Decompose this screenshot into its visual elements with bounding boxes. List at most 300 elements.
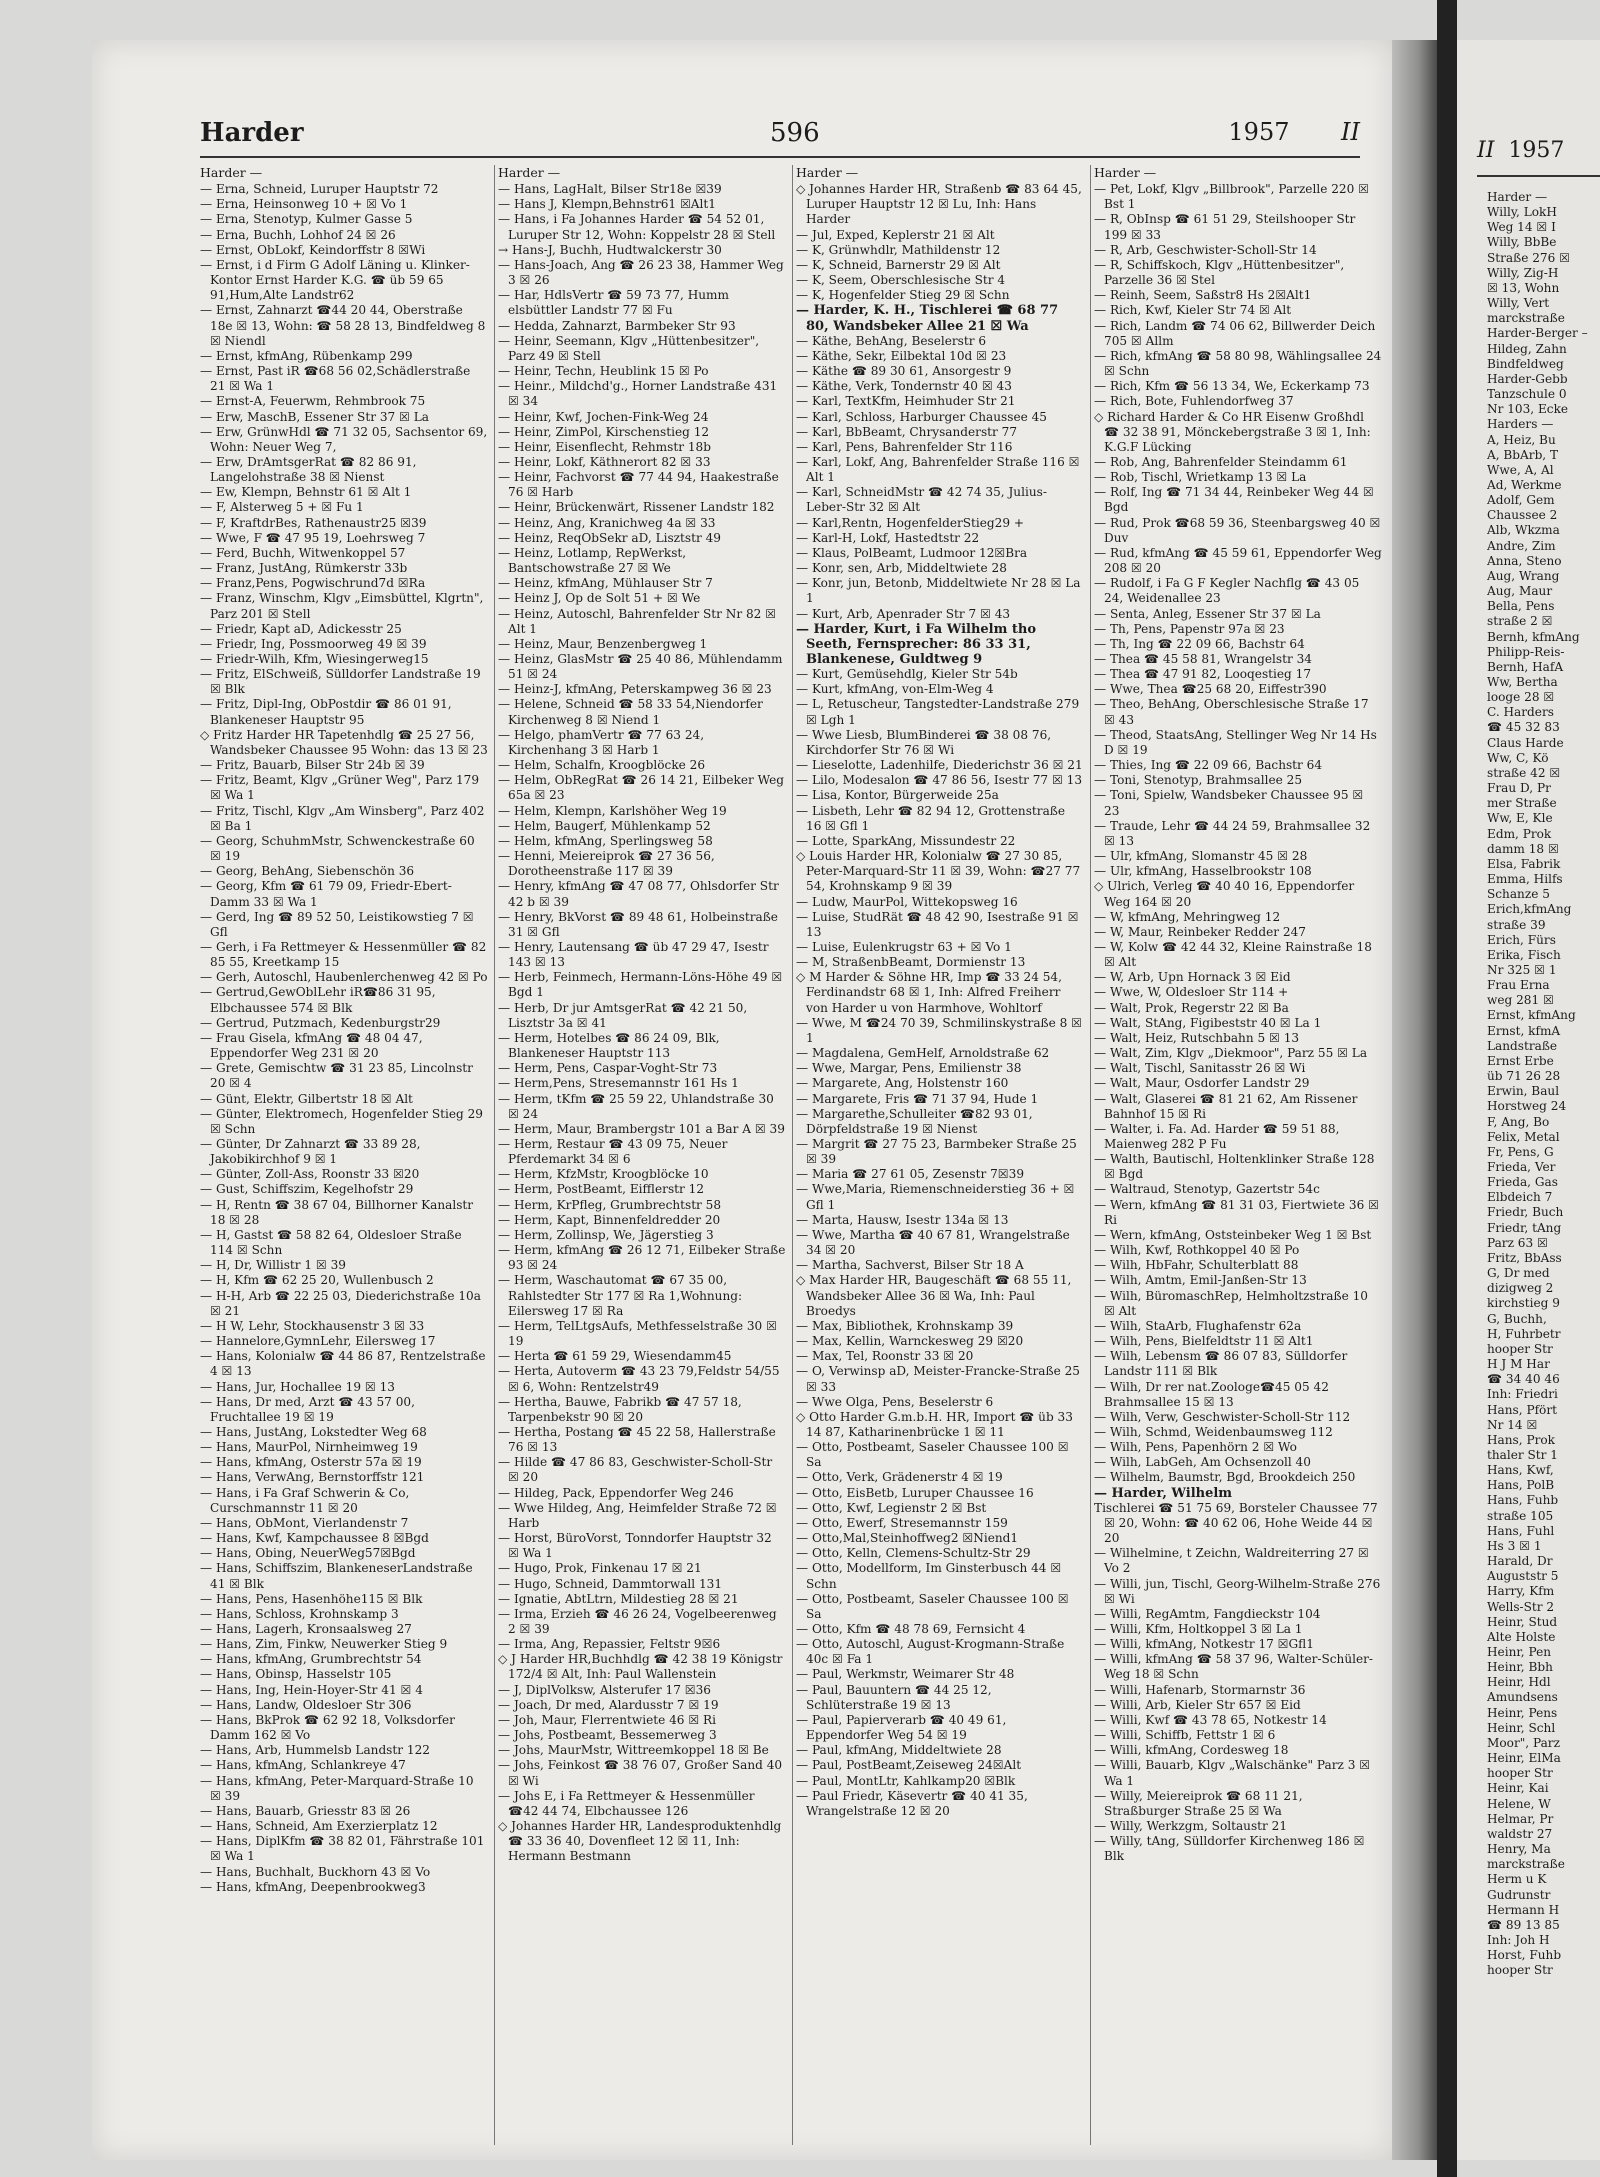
adjacent-page-line: Herm u K [1487, 1872, 1547, 1887]
adjacent-page-line: Gudrunstr [1487, 1887, 1551, 1902]
adjacent-page-line: Frieda, Ver [1487, 1160, 1556, 1174]
directory-entry: — Harder, K. H., Tischlerei ☎ 68 77 80, Wandsbeker Allee 21 ☒ Wa [796, 303, 1059, 334]
directory-entry: — Karl, Pens, Bahrenfelder Str 116 [796, 439, 1013, 454]
directory-entry: — Otto, Kfm ☎ 48 78 69, Fernsicht 4 [796, 1622, 1026, 1636]
adjacent-page [1457, 40, 1600, 2160]
adjacent-page-line: Heinr, ElMa [1487, 1751, 1561, 1766]
directory-entry: — Herm, kfmAng ☎ 26 12 71, Eilbeker Straße 93 ☒ 24 [498, 1243, 786, 1273]
directory-entry: — Willy, Meiereiprok ☎ 68 11 21, Straßburger Straße 25 ☒ Wa [1094, 1788, 1303, 1818]
adjacent-page-line: Harder-Berger – [1487, 326, 1588, 341]
directory-entry: — Heinr., Mildchd'g., Horner Landstraße 431 ☒ 34 [498, 379, 778, 409]
adjacent-page-line: Hans, Kwf, [1487, 1463, 1554, 1478]
adjacent-page-line: waldstr 27 [1487, 1826, 1553, 1841]
adjacent-page-line: hooper Str [1487, 1963, 1553, 1978]
directory-entry: — Walt, Heiz, Rutschbahn 5 ☒ 13 [1094, 1030, 1300, 1045]
directory-entry: — Georg, Kfm ☎ 61 79 09, Friedr-Ebert-Damm 33 ☒ Wa 1 [200, 879, 452, 909]
directory-entry: — Hans, LagHalt, Bilser Str18e ☒39 [498, 182, 722, 197]
directory-entry: — Wilh, Dr rer nat.Zoologe☎45 05 42 Brahmsallee 15 ☒ 13 [1094, 1379, 1329, 1409]
directory-entry: — Rud, Prok ☎68 59 36, Steenbargsweg 40 ☒ Duv [1094, 515, 1381, 545]
adjacent-page-line: Harders — [1487, 417, 1554, 432]
directory-entry: — Rudolf, i Fa G F Kegler Nachflg ☎ 43 05 24, Weidenallee 23 [1094, 576, 1360, 606]
directory-entry: — Thies, Ing ☎ 22 09 66, Bachstr 64 [1094, 758, 1323, 773]
adjacent-page-line: Frau Erna [1487, 978, 1550, 993]
adjacent-page-line: Philipp-Reis- [1487, 644, 1565, 659]
directory-entry: — Walt, Prok, Regerstr 22 ☒ Ba [1094, 1000, 1289, 1015]
directory-entry: — Paul, Papierverarb ☎ 40 49 61, Eppendorfer Weg 54 ☒ 19 [796, 1712, 1007, 1743]
directory-entry: — Herm, Maur, Brambergstr 101 a Bar A ☒ 39 [498, 1121, 785, 1136]
directory-entry: — Herta ☎ 61 59 29, Wiesendamm45 [498, 1349, 732, 1364]
directory-entry: — Hilde ☎ 47 86 83, Geschwister-Scholl-Str ☒ 20 [498, 1455, 773, 1485]
directory-entry: — Johs, Feinkost ☎ 38 76 07, Großer Sand 40 ☒ Wi [498, 1758, 783, 1788]
directory-entry: — Heinr, ZimPol, Kirschenstieg 12 [498, 424, 710, 439]
adjacent-page-line: Hermann H [1487, 1902, 1560, 1917]
directory-entry: — Herb, Dr jur AmtsgerRat ☎ 42 21 50, Lisztstr 3a ☒ 41 [498, 1000, 748, 1030]
directory-entry: — Herm, PostBeamt, Eifflerstr 12 [498, 1182, 705, 1197]
directory-entry: — Paul, Bauuntern ☎ 44 25 12, Schlüterstraße 19 ☒ 13 [796, 1682, 992, 1712]
directory-entry: — Johs E, i Fa Rettmeyer & Hessenmüller ☎42 44 74, Elbchaussee 126 [498, 1788, 755, 1818]
directory-entry: — Rob, Ang, Bahrenfelder Steindamm 61 [1094, 454, 1348, 469]
directory-entry: — H, Rentn ☎ 38 67 04, Billhorner Kanalstr 18 ☒ 28 [200, 1197, 474, 1227]
directory-entry: — Rich, Landm ☎ 74 06 62, Billwerder Deich 705 ☒ Allm [1094, 318, 1376, 348]
directory-entry: — Hans, kfmAng, Peter-Marquard-Straße 10 ☒ 39 [200, 1773, 474, 1803]
column-head: Harder — [498, 165, 561, 180]
adjacent-page-line: ☎ 34 40 46 [1487, 1372, 1560, 1387]
directory-entry: — Rich, Kwf, Kieler Str 74 ☒ Alt [1094, 303, 1292, 318]
directory-entry: — R, ObInsp ☎ 61 51 29, Steilshooper Str 199 ☒ 33 [1094, 212, 1356, 242]
adjacent-page-line: Weg 14 ☒ I [1487, 220, 1556, 235]
directory-entry: — Herm, Restaur ☎ 43 09 75, Neuer Pferdemarkt 34 ☒ 6 [498, 1137, 728, 1167]
directory-entry: — Hans, Dr med, Arzt ☎ 43 57 00, Fruchtallee 19 ☒ 19 [200, 1394, 415, 1424]
directory-entry: — Fritz, Tischl, Klgv „Am Winsberg", Parz 402 ☒ Ba 1 [200, 803, 485, 833]
adjacent-page-line: Horst, Fuhb [1487, 1948, 1562, 1963]
directory-entry: — Karl, TextKfm, Heimhuder Str 21 [796, 394, 1016, 409]
directory-entry: — Hans, i Fa Graf Schwerin & Co, Curschmannstr 11 ☒ 20 [200, 1485, 410, 1515]
adjacent-page-line: Amundsens [1487, 1690, 1558, 1705]
directory-entry: — Käthe, Sekr, Eilbektal 10d ☒ 23 [796, 348, 1007, 363]
adjacent-page-line: Willy, BbBe [1487, 235, 1557, 250]
directory-entry: — Hans, kfmAng, Grumbrechtstr 54 [200, 1652, 422, 1667]
adjacent-page-line: Friedr, tAng [1487, 1220, 1562, 1235]
adjacent-page-line: Harald, Dr [1487, 1554, 1553, 1569]
directory-entry: — Günter, Zoll-Ass, Roonstr 33 ☒20 [200, 1167, 420, 1182]
directory-entry: — Heinr, Kwf, Jochen-Fink-Weg 24 [498, 409, 709, 424]
adjacent-page-line: Edm, Prok [1487, 826, 1552, 841]
adjacent-page-line: Nr 103, Ecke [1487, 402, 1569, 417]
directory-entry: — Willi, Schiffb, Fettstr 1 ☒ 6 [1094, 1728, 1276, 1743]
directory-entry: — Ernst, Zahnarzt ☎44 20 44, Oberstraße 18e ☒ 13, Wohn: ☎ 58 28 13, Bindfeldweg 8 ☒ Niendl [200, 303, 486, 348]
directory-entry: — Erna, Heinsonweg 10 + ☒ Vo 1 [200, 197, 408, 212]
adjacent-page-line: Ww, C, Kö [1487, 750, 1549, 765]
directory-entry: — Hertha, Postang ☎ 45 22 58, Hallerstraße 76 ☒ 13 [498, 1424, 776, 1455]
adjacent-page-line: Hildeg, Zahn [1487, 341, 1567, 356]
adjacent-page-line: Bernh, kfmAng [1487, 629, 1580, 644]
directory-entry: — Hans, BkProk ☎ 62 92 18, Volksdorfer Damm 162 ☒ Vo [200, 1712, 455, 1743]
adjacent-page-line: Moor", Parz [1487, 1735, 1560, 1750]
directory-entry: — Lilo, Modesalon ☎ 47 86 56, Isestr 77 ☒ 13 [796, 773, 1083, 788]
directory-entry: — Käthe ☎ 89 30 61, Ansorgestr 9 [796, 364, 1012, 379]
adjacent-page-line: Heinr, Pens [1487, 1705, 1558, 1720]
directory-entry: — Wern, kfmAng, Oststeinbeker Weg 1 ☒ Bst [1094, 1227, 1372, 1242]
directory-entry: — W, kfmAng, Mehringweg 12 [1094, 909, 1281, 924]
adjacent-page-line: marckstraße [1487, 311, 1565, 326]
adjacent-page-line: Heinr, Kai [1487, 1781, 1549, 1796]
adjacent-page-line: Auguststr 5 [1487, 1569, 1559, 1584]
directory-entry: — Harder, Kurt, i Fa Wilhelm tho Seeth, Fernsprecher: 86 33 31, Blankenese, Guldtweg 9 [796, 621, 1037, 667]
column-head: Harder — [200, 165, 263, 180]
adjacent-page-line: ☎ 89 13 85 [1487, 1917, 1560, 1932]
adjacent-page-line: Harder-Gebb [1487, 371, 1568, 386]
directory-entry: — Wwe Liesb, BlumBinderei ☎ 38 08 76, Kirchdorfer Str 76 ☒ Wi [796, 727, 1052, 757]
adjacent-page-line: Heinr, Stud [1487, 1614, 1558, 1629]
adjacent-page-line: Friedr, Buch [1487, 1205, 1564, 1220]
directory-entry: — Hans, Obing, NeuerWeg57☒Bgd [200, 1546, 416, 1561]
directory-entry: ◇ Johannes Harder HR, Landesproduktenhdlg ☎ 33 36 40, Dovenfleet 12 ☒ 11, Inh: Hermann Bestmann [498, 1819, 782, 1864]
directory-entry: — Wern, kfmAng ☎ 81 31 03, Fiertwiete 36 ☒ Ri [1094, 1197, 1379, 1227]
directory-entry: — Karl, Schloss, Harburger Chaussee 45 [796, 409, 1047, 424]
directory-entry: — Wwe, F ☎ 47 95 19, Loehrsweg 7 [200, 530, 426, 545]
adjacent-page-line: Erich,kfmAng [1487, 902, 1572, 917]
directory-entry: — Willi, kfmAng, Notkestr 17 ☒Gfl1 [1094, 1637, 1314, 1652]
directory-entry: — Willi, Kfm, Holtkoppel 3 ☒ La 1 [1094, 1622, 1303, 1636]
directory-entry: — Franz,Pens, Pogwischrund7d ☒Ra [200, 576, 426, 591]
directory-entry: — Walt, Maur, Osdorfer Landstr 29 [1094, 1076, 1310, 1091]
adjacent-page-line: Heinr, Hdl [1487, 1675, 1551, 1690]
directory-column-1 [200, 165, 488, 2155]
directory-entry: — Harder, Wilhelm [1094, 1485, 1233, 1501]
adjacent-page-line: Aug, Maur [1487, 584, 1553, 599]
adjacent-page-line: Tanzschule 0 [1487, 387, 1567, 402]
directory-entry: — Otto, EisBetb, Luruper Chaussee 16 [796, 1485, 1034, 1500]
directory-entry: — Rob, Tischl, Wrietkamp 13 ☒ La [1094, 470, 1307, 485]
adjacent-page-line: Willy, Vert [1487, 296, 1550, 311]
adjacent-page-line: Parz 63 ☒ [1487, 1235, 1548, 1250]
directory-entry: — Paul Friedr, Käsevertr ☎ 40 41 35, Wrangelstraße 12 ☒ 20 [796, 1788, 1028, 1818]
directory-entry: — Henry, BkVorst ☎ 89 48 61, Holbeinstraße 31 ☒ Gfl [498, 909, 778, 939]
directory-entry: — Günt, Elektr, Gilbertstr 18 ☒ Alt [200, 1091, 413, 1106]
directory-entry: — Heinr, Seemann, Klgv „Hüttenbesitzer", Parz 49 ☒ Stell [498, 333, 760, 363]
directory-entry: — Herta, Autoverm ☎ 43 23 79,Feldstr 54/55 ☒ 6, Wohn: Rentzelstr49 [498, 1364, 780, 1394]
directory-entry: — Willi, kfmAng ☎ 58 37 96, Walter-Schüler-Weg 18 ☒ Schn [1094, 1652, 1374, 1682]
directory-entry: — H, Kfm ☎ 62 25 20, Wullenbusch 2 [200, 1273, 434, 1288]
directory-entry: — Willi, jun, Tischl, Georg-Wilhelm-Straße 276 ☒ Wi [1094, 1576, 1381, 1606]
adjacent-page-line: Hans, Fuhl [1487, 1523, 1555, 1538]
directory-entry: — Traude, Lehr ☎ 44 24 59, Brahmsallee 32 ☒ 13 [1094, 818, 1371, 848]
directory-entry: — Henni, Meiereiprok ☎ 27 36 56, Dorotheenstraße 117 ☒ 39 [498, 849, 715, 879]
directory-entry: ◇ Ulrich, Verleg ☎ 40 40 16, Eppendorfer Weg 164 ☒ 20 [1094, 879, 1355, 909]
adjacent-page-line: Wwe, A, Al [1487, 462, 1554, 477]
directory-entry: — Konr, jun, Betonb, Middeltwiete Nr 28 ☒ La 1 [796, 576, 1081, 606]
adjacent-page-line: Fr, Pens, G [1487, 1144, 1554, 1159]
directory-entry: — Wwe, Thea ☎25 68 20, Eiffestr390 [1094, 682, 1327, 697]
adjacent-page-line: Hans, PolB [1487, 1478, 1555, 1493]
directory-entry: — H, Gastst ☎ 58 82 64, Oldesloer Straße 114 ☒ Schn [200, 1227, 462, 1258]
directory-entry: — Hans, i Fa Johannes Harder ☎ 54 52 01, Luruper Str 12, Wohn: Koppelstr 28 ☒ Stell [498, 212, 776, 242]
page-edge [1392, 40, 1437, 2160]
directory-entry: — Wilhelm, Baumstr, Bgd, Brookdeich 250 [1094, 1470, 1356, 1485]
adjacent-page-line: Erika, Fisch [1487, 947, 1561, 962]
directory-entry: — Karl, SchneidMstr ☎ 42 74 35, Julius-Leber-Str 32 ☒ Alt [796, 485, 1047, 515]
directory-entry: — Henry, Lautensang ☎ üb 47 29 47, Isestr 143 ☒ 13 [498, 939, 769, 970]
directory-entry: — Maria ☎ 27 61 05, Zesenstr 7☒39 [796, 1167, 1025, 1182]
directory-entry: — Magdalena, GemHelf, Arnoldstraße 62 [796, 1046, 1050, 1061]
directory-entry: — Paul, MontLtr, Kahlkamp20 ☒Blk [796, 1773, 1016, 1788]
adjacent-page-line: mer Straße [1487, 796, 1557, 811]
directory-entry: — Heinr, Brückenwärt, Rissener Landstr 182 [498, 500, 775, 515]
directory-entry: — Wilh, Schmd, Weidenbaumsweg 112 [1094, 1424, 1333, 1439]
adjacent-page-line: Willy, LokH [1487, 205, 1557, 220]
directory-entry: — Hans, JustAng, Lokstedter Weg 68 [200, 1424, 427, 1439]
directory-entry: — Otto, Verk, Grädenerstr 4 ☒ 19 [796, 1470, 1003, 1485]
directory-entry: — F, Alsterweg 5 + ☒ Fu 1 [200, 500, 364, 515]
adjacent-page-line: Henry, Ma [1487, 1842, 1551, 1857]
directory-entry: — O, Verwinsp aD, Meister-Francke-Straße 25 ☒ 33 [796, 1364, 1080, 1394]
directory-entry: — Hannelore,GymnLehr, Eilersweg 17 [200, 1334, 436, 1349]
adjacent-page-line: Adolf, Gem [1487, 493, 1555, 508]
directory-entry: — Friedr, Ing, Possmoorweg 49 ☒ 39 [200, 636, 427, 651]
directory-entry: — L, Retuscheur, Tangstedter-Landstraße 279 ☒ Lgh 1 [796, 697, 1080, 727]
directory-entry: — Hans, Schiffszim, BlankeneserLandstraße 41 ☒ Blk [200, 1561, 473, 1591]
directory-entry: — Hans, Kwf, Kampchaussee 8 ☒Bgd [200, 1531, 429, 1546]
directory-entry: — Waltraud, Stenotyp, Gazertstr 54c [1094, 1182, 1320, 1197]
directory-entry: — W, Maur, Reinbeker Redder 247 [1094, 924, 1307, 939]
directory-entry: — Max, Kellin, Warnckesweg 29 ☒20 [796, 1334, 1024, 1349]
directory-entry: — Hans, Jur, Hochallee 19 ☒ 13 [200, 1379, 395, 1394]
adjacent-page-line: Alte Holste [1487, 1629, 1556, 1644]
directory-entry: — Luise, Eulenkrugstr 63 + ☒ Vo 1 [796, 939, 1012, 954]
directory-entry: — Irma, Ang, Repassier, Feltstr 9☒6 [498, 1637, 721, 1652]
adjacent-page-line: G, Dr med [1487, 1266, 1550, 1281]
directory-entry: — Franz, JustAng, Rümkerstr 33b [200, 561, 408, 576]
directory-entry: — Lotte, SparkAng, Missundestr 22 [796, 833, 1016, 848]
directory-entry: — Ernst, ObLokf, Keindorffstr 8 ☒Wi [200, 242, 426, 257]
directory-entry: — Kurt, kfmAng, von-Elm-Weg 4 [796, 682, 994, 697]
directory-entry: — Ignatie, AbtLtrn, Mildestieg 28 ☒ 21 [498, 1591, 739, 1606]
directory-entry: — Herm, Zollinsp, We, Jägerstieg 3 [498, 1227, 714, 1242]
directory-entry: — Erna, Buchh, Lohhof 24 ☒ 26 [200, 227, 396, 242]
adjacent-page-line: hooper Str [1487, 1341, 1553, 1356]
adjacent-page-line: Erich, Fürs [1487, 932, 1556, 947]
directory-entry: — Hans, kfmAng, Schlankreye 47 [200, 1758, 406, 1773]
directory-entry: — Wwe Olga, Pens, Beselerstr 6 [796, 1394, 994, 1409]
directory-entry: — Herm, Kapt, Binnenfeldredder 20 [498, 1212, 721, 1227]
directory-entry: — Willi, RegAmtm, Fangdieckstr 104 [1094, 1606, 1321, 1621]
directory-columns [200, 165, 1382, 2155]
adjacent-page-line: Ww, E, Kle [1487, 811, 1553, 826]
directory-entry: — Reinh, Seem, Saßstr8 Hs 2☒Alt1 [1094, 288, 1312, 303]
adjacent-page-line: Ernst Erbe [1487, 1053, 1554, 1068]
directory-entry: — F, KraftdrBes, Rathenaustr25 ☒39 [200, 515, 427, 530]
directory-entry: — Ernst, i d Firm G Adolf Läning u. Klinker-Kontor Ernst Harder K.G. ☎ üb 59 65 91,Hum,Alte Landstr62 [200, 257, 470, 303]
directory-entry: — Wilh, HbFahr, Schulterblatt 88 [1094, 1258, 1299, 1273]
adjacent-page-line: Harder — [1487, 190, 1548, 204]
directory-entry: — Herm, TelLtgsAufs, Methfesselstraße 30 ☒ 19 [498, 1318, 777, 1349]
directory-entry: — K, Schneid, Barnerstr 29 ☒ Alt [796, 257, 1001, 272]
directory-entry: — Heinz-J, kfmAng, Peterskampweg 36 ☒ 23 [498, 682, 772, 697]
directory-entry: — Hans, Ing, Hein-Hoyer-Str 41 ☒ 4 [200, 1682, 423, 1697]
adjacent-page-header: II 1957 [1477, 138, 1565, 163]
directory-entry: — Theo, BehAng, Oberschlesische Straße 17 ☒ 43 [1094, 697, 1369, 727]
directory-entry: — Wilh, LabGeh, Am Ochsenzoll 40 [1094, 1455, 1311, 1470]
directory-entry: — Lisbeth, Lehr ☎ 82 94 12, Grottenstraße 16 ☒ Gfl 1 [796, 803, 1066, 833]
directory-entry: — Th, Ing ☎ 22 09 66, Bachstr 64 [1094, 636, 1305, 651]
directory-entry: — Hans, DiplKfm ☎ 38 82 01, Fährstraße 101 ☒ Wa 1 [200, 1834, 485, 1864]
directory-entry: — Wilhelmine, t Zeichn, Waldreiterring 27 ☒ Vo 2 [1094, 1546, 1369, 1576]
adjacent-page-line: F, Ang, Bo [1487, 1114, 1550, 1129]
adjacent-page-line: hooper Str [1487, 1766, 1553, 1781]
directory-entry: — Ernst, Past iR ☎68 56 02,Schädlerstraße 21 ☒ Wa 1 [200, 364, 471, 394]
directory-entry: — Horst, BüroVorst, Tonndorfer Hauptstr 32 ☒ Wa 1 [498, 1531, 772, 1561]
directory-entry: — Otto, Modellform, Im Ginsterbusch 44 ☒ Schn [796, 1561, 1062, 1591]
adjacent-page-line: Schanze 5 [1487, 887, 1550, 902]
directory-entry: — Wilh, Verw, Geschwister-Scholl-Str 112 [1094, 1409, 1351, 1424]
directory-entry: — Hugo, Schneid, Dammtorwall 131 [498, 1576, 723, 1591]
directory-entry: — Margarethe,Schulleiter ☎82 93 01, Dörpfeldstraße 19 ☒ Nienst [796, 1106, 1033, 1136]
directory-entry: — Rolf, Ing ☎ 71 34 44, Reinbeker Weg 44 ☒ Bgd [1094, 485, 1374, 515]
adjacent-page-line: Aug, Wrang [1487, 568, 1560, 583]
directory-entry: — Erw, GrünwHdl ☎ 71 32 05, Sachsentor 69, Wohn: Neuer Weg 7, [200, 424, 488, 454]
adjacent-page-line: Bindfeldweg [1487, 356, 1564, 371]
directory-entry: — Marta, Hausw, Isestr 134a ☒ 13 [796, 1212, 1009, 1227]
directory-entry: — Herb, Feinmech, Hermann-Löns-Höhe 49 ☒ Bgd 1 [498, 970, 783, 1000]
directory-entry: — Hedda, Zahnarzt, Barmbeker Str 93 [498, 318, 736, 333]
directory-entry: — Heinz, kfmAng, Mühlauser Str 7 [498, 576, 713, 591]
directory-entry: — Friedr-Wilh, Kfm, Wiesingerweg15 [200, 652, 429, 666]
directory-entry: — Hans, kfmAng, Deepenbrookweg3 [200, 1879, 426, 1894]
directory-entry: — Erna, Schneid, Luruper Hauptstr 72 [200, 182, 439, 197]
directory-entry: — K, Hogenfelder Stieg 29 ☒ Schn [796, 288, 1010, 303]
running-head-surname: Harder [200, 118, 304, 148]
adjacent-page-line: Andre, Zim [1487, 538, 1556, 553]
directory-entry: — Heinz, GlasMstr ☎ 25 40 86, Mühlendamm 51 ☒ 24 [498, 652, 783, 682]
adjacent-page-line: Elsa, Fabrik [1487, 856, 1561, 871]
directory-entry: — Hans J, Klempn,Behnstr61 ☒Alt1 [498, 197, 716, 212]
column-head: Harder — [1094, 165, 1157, 180]
directory-entry: — Martha, Sachverst, Bilser Str 18 A [796, 1258, 1024, 1273]
directory-entry: — Willi, Bauarb, Klgv „Walschänke" Parz 3 ☒ Wa 1 [1094, 1758, 1371, 1788]
directory-entry: — Ernst-A, Feuerwm, Rehmbrook 75 [200, 394, 426, 409]
page-header [200, 110, 1360, 158]
directory-entry: ◇ M Harder & Söhne HR, Imp ☎ 33 24 54, Ferdinandstr 68 ☒ 1, Inh: Alfred Freiherr von Harder u von Harmhove, Wohltorf [796, 970, 1062, 1015]
directory-entry: — Wilh, BüromaschRep, Helmholtzstraße 10 ☒ Alt [1094, 1288, 1368, 1318]
directory-entry: — Heinz, Maur, Benzenbergweg 1 [498, 636, 708, 651]
adjacent-page-line: H J M Har [1487, 1357, 1550, 1372]
adjacent-page-line: Helmar, Pr [1487, 1811, 1554, 1826]
directory-entry: — R, Arb, Geschwister-Scholl-Str 14 [1094, 242, 1317, 257]
directory-entry: — Heinr, Eisenflecht, Rehmstr 18b [498, 439, 711, 454]
adjacent-page-line: Straße 276 ☒ [1487, 250, 1570, 265]
directory-year: 1957 [1228, 118, 1290, 146]
directory-entry: — Herm, KfzMstr, Kroogblöcke 10 [498, 1167, 709, 1182]
directory-entry: — Heinr, Fachvorst ☎ 77 44 94, Haakestraße 76 ☒ Harb [498, 470, 779, 500]
directory-entry: — Luise, StudRät ☎ 48 42 90, Isestraße 91 ☒ 13 [796, 909, 1079, 939]
directory-entry: — Har, HdlsVertr ☎ 59 73 77, Humm elsbüttler Landstr 77 ☒ Fu [498, 288, 729, 318]
directory-entry: — Wilh, Pens, Papenhörn 2 ☒ Wo [1094, 1440, 1297, 1455]
directory-entry: — Franz, Winschm, Klgv „Eimsbüttel, Klgrtn", Parz 201 ☒ Stell [200, 591, 484, 621]
directory-entry: — Johs, MaurMstr, Wittreemkoppel 18 ☒ Be [498, 1743, 769, 1758]
directory-entry: — Ferd, Buchh, Witwenkoppel 57 [200, 545, 406, 560]
adjacent-page-line: Heinr, Pen [1487, 1645, 1552, 1659]
directory-entry: — Helm, kfmAng, Sperlingsweg 58 [498, 833, 713, 848]
directory-entry: — Walth, Bautischl, Holtenklinker Straße 128 ☒ Bgd [1094, 1152, 1375, 1182]
directory-entry: — Theod, StaatsAng, Stellinger Weg Nr 14 Hs D ☒ 19 [1094, 727, 1377, 757]
directory-entry: — Margrit ☎ 27 75 23, Barmbeker Straße 25 ☒ 39 [796, 1137, 1077, 1167]
directory-entry: — Wwe, Margar, Pens, Emilienstr 38 [796, 1061, 1022, 1076]
page-number: 596 [770, 118, 820, 148]
directory-entry: — Hans, MaurPol, Nirnheimweg 19 [200, 1440, 418, 1455]
directory-entry: — Wwe,Maria, Riemenschneiderstieg 36 + ☒ Gfl 1 [796, 1182, 1075, 1212]
directory-entry: — Wwe, Martha ☎ 40 67 81, Wrangelstraße 34 ☒ 20 [796, 1227, 1070, 1258]
directory-entry: — Willy, Werkzgm, Soltaustr 21 [1094, 1819, 1288, 1834]
adjacent-page-line: thaler Str 1 [1487, 1447, 1558, 1462]
adjacent-page-line: dizigweg 2 [1487, 1281, 1554, 1296]
directory-entry: ◇ Max Harder HR, Baugeschäft ☎ 68 55 11, Wandsbeker Allee 36 ☒ Wa, Inh: Paul Broedys [796, 1273, 1072, 1318]
directory-entry: — Karl-H, Lokf, Hastedtstr 22 [796, 530, 980, 545]
adjacent-page-line: A, BbArb, T [1487, 447, 1559, 462]
adjacent-page-line: Emma, Hilfs [1487, 872, 1563, 887]
directory-entry: — Wwe Hildeg, Ang, Heimfelder Straße 72 ☒ Harb [498, 1500, 777, 1530]
adjacent-page-line: Chaussee 2 [1487, 508, 1558, 523]
directory-entry: — Otto, Postbeamt, Saseler Chaussee 100 ☒ Sa [796, 1591, 1069, 1621]
directory-entry: — Heinr, Lokf, Käthnerort 82 ☒ 33 [498, 454, 711, 469]
adjacent-page-line: Inh: Joh H [1487, 1932, 1550, 1947]
directory-entry: — K, Grünwhdlr, Mathildenstr 12 [796, 242, 1001, 257]
directory-entry: — Helm, Klempn, Karlshöher Weg 19 [498, 803, 727, 818]
directory-entry: — Max, Tel, Roonstr 33 ☒ 20 [796, 1349, 974, 1364]
directory-entry: ◇ Johannes Harder HR, Straßenb ☎ 83 64 45, Luruper Hauptstr 12 ☒ Lu, Inh: Hans Harder [796, 182, 1082, 227]
directory-entry: — Käthe, BehAng, Beselerstr 6 [796, 333, 987, 348]
directory-entry: — Paul, Werkmstr, Weimarer Str 48 [796, 1667, 1015, 1682]
directory-entry: — Otto, Kwf, Legienstr 2 ☒ Bst [796, 1500, 987, 1515]
adjacent-page-line: looge 28 ☒ [1487, 690, 1555, 705]
adjacent-page-line: Frieda, Gas [1487, 1175, 1558, 1190]
adjacent-page-line: Alb, Wkzma [1487, 523, 1560, 538]
adjacent-page-line: Frau D, Pr [1487, 781, 1551, 796]
adjacent-page-line: Bernh, HafA [1487, 659, 1564, 674]
directory-entry: — R, Schiffskoch, Klgv „Hüttenbesitzer", Parzelle 36 ☒ Stel [1094, 257, 1345, 288]
directory-entry: — Herm, Pens, Caspar-Voght-Str 73 [498, 1061, 718, 1076]
directory-entry: — Günter, Dr Zahnarzt ☎ 33 89 28, Jakobikirchhof 9 ☒ 1 [200, 1137, 421, 1167]
directory-entry: — Gertrud, Putzmach, Kedenburgstr29 [200, 1015, 441, 1030]
directory-entry: — Lieselotte, Ladenhilfe, Diederichstr 36 ☒ 21 [796, 758, 1083, 773]
directory-entry: — Hertha, Bauwe, Fabrikb ☎ 47 57 18, Tarpenbekstr 90 ☒ 20 [498, 1394, 742, 1424]
directory-entry: — Hans, Obinsp, Hasselstr 105 [200, 1667, 392, 1682]
directory-entry: — Wilh, Pens, Bielfeldtstr 11 ☒ Alt1 [1094, 1334, 1314, 1349]
adjacent-page-line: Horstweg 24 [1487, 1099, 1567, 1114]
adjacent-page-line: straße 39 [1487, 917, 1546, 932]
directory-entry: — Fritz, ElSchweiß, Sülldorfer Landstraße 19 ☒ Blk [200, 667, 481, 697]
adjacent-page-line: Heinr, Schl [1487, 1720, 1556, 1735]
adjacent-page-line: Elbdeich 7 [1487, 1190, 1553, 1205]
adjacent-page-line: Ernst, kfmA [1487, 1023, 1561, 1038]
directory-entry: — Heinz J, Op de Solt 51 + ☒ We [498, 591, 701, 606]
adjacent-page-line: Ernst, kfmAng [1487, 1008, 1576, 1023]
adjacent-page-line: H, Fuhrbetr [1487, 1326, 1561, 1341]
directory-entry: — Gerh, Autoschl, Haubenlerchenweg 42 ☒ Po [200, 970, 488, 985]
directory-entry: — Walt, Tischl, Sanitasstr 26 ☒ Wi [1094, 1061, 1306, 1076]
column-head: Harder — [796, 165, 859, 180]
directory-entry: — Hildeg, Pack, Eppendorfer Weg 246 [498, 1485, 734, 1500]
adjacent-page-line: kirchstieg 9 [1487, 1296, 1560, 1311]
directory-entry: — Hans, kfmAng, Osterstr 57a ☒ 19 [200, 1455, 422, 1470]
directory-entry: — Erw, MaschB, Essener Str 37 ☒ La [200, 409, 429, 424]
directory-entry: — Henry, kfmAng ☎ 47 08 77, Ohlsdorfer Str 42 b ☒ 39 [498, 879, 779, 909]
directory-entry: — Margarete, Fris ☎ 71 37 94, Hude 1 [796, 1091, 1039, 1106]
directory-entry: — Herm, tKfm ☎ 25 59 22, Uhlandstraße 30 ☒ 24 [498, 1091, 774, 1121]
directory-entry: — Helgo, phamVertr ☎ 77 63 24, Kirchenhang 3 ☒ Harb 1 [498, 727, 705, 757]
directory-entry: — Ernst, kfmAng, Rübenkamp 299 [200, 348, 413, 363]
directory-entry: — Th, Pens, Papenstr 97a ☒ 23 [1094, 621, 1285, 636]
directory-entry: — M, StraßenbBeamt, Dormienstr 13 [796, 955, 1026, 970]
